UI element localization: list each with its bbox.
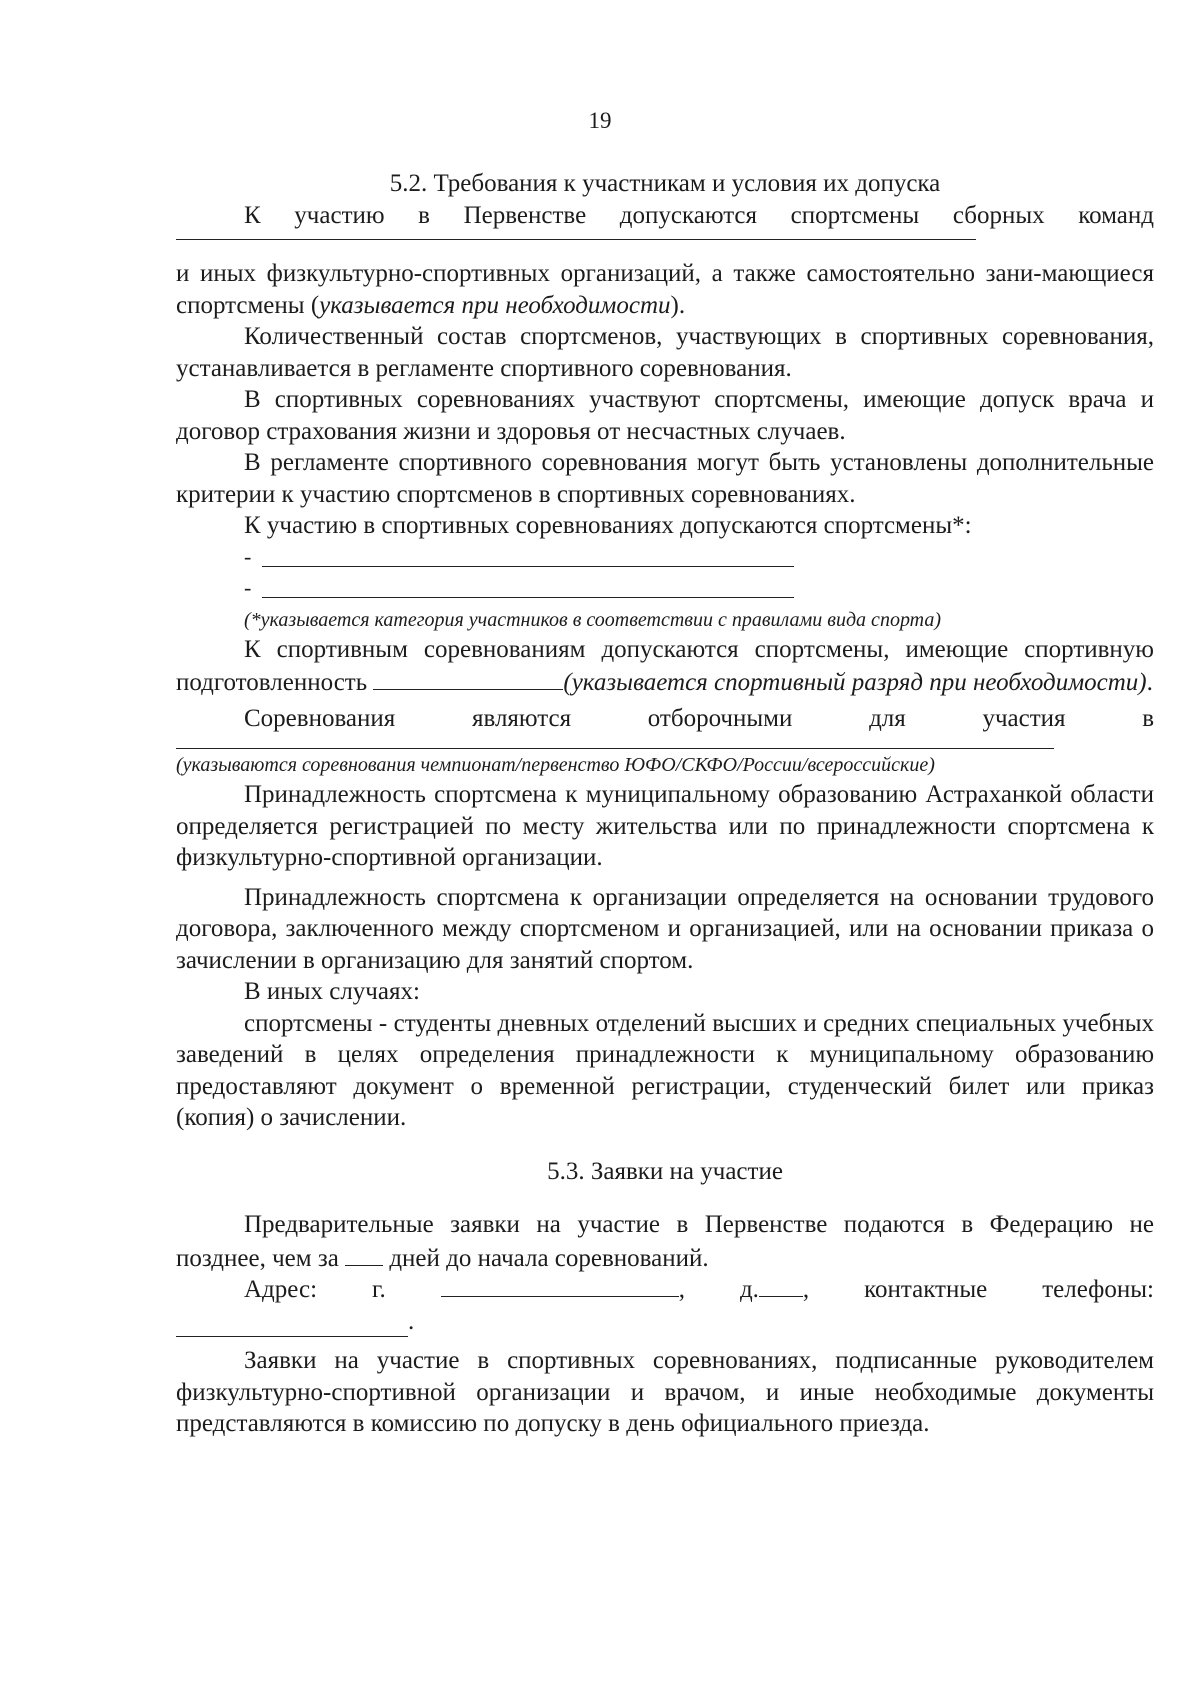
paragraph-organization: Принадлежность спортсмена к организации определяется на основании трудового договора, заключенного между спортсменом и организацией, или на основании приказа о зачислении в организацию для занятий спортом. — [176, 883, 1154, 974]
blank-days — [345, 1241, 383, 1266]
paragraph-applications: Заявки на участие в спортивных соревнованиях, подписанные руководителем физкультурно-спортивной организации и врачом, и иные необходимые документы представляются в комиссию по допуску в день официального приезда. — [176, 1347, 1154, 1437]
paragraph-municipal: Принадлежность спортсмена к муниципальному образованию Астраханкой области определяется регистрацией по месту жительства или по принадлежности спортсмена к физкультурно-спортивной организации. — [176, 781, 1154, 871]
paragraph-admission-teams: К участию в Первенстве допускаются спортсмены сборных команд — [244, 201, 1154, 229]
phones-row — [176, 1306, 1154, 1338]
phones-end: . — [408, 1307, 415, 1335]
word-3: отборочными — [647, 704, 793, 732]
note-competition: (указываются соревнования чемпионат/первенство ЮФО/СКФО/России/всероссийские) — [176, 754, 935, 776]
word-4: для — [869, 704, 906, 732]
blank-rank — [373, 665, 563, 690]
note-category: (*указывается категория участников в соответствии с правилами вида спорта) — [244, 608, 942, 631]
dash-1: - — [244, 544, 252, 569]
address-comma: , — [678, 1276, 685, 1303]
text-days: дней до начала соревнований. — [389, 1244, 709, 1272]
paragraph-students: спортсмены - студенты дневных отделений высших и средних специальных учебных заведений в целях определения принадлежности к муниципальному образованию предоставляют документ о временной регистрации, студенческий билет или приказ (копия) о зачислении. — [176, 1009, 1154, 1131]
section-5-3-title: 5.3. Заявки на участие — [547, 1157, 783, 1185]
text-close: ). — [670, 291, 686, 319]
blank-line-1 — [262, 565, 794, 567]
paragraph-extra-criteria: В регламенте спортивного соревнования могут быть установлены дополнительные критерии к участию спортсменов в спортивных соревнованиях. — [176, 449, 1154, 508]
address-phones: телефоны: — [1042, 1276, 1154, 1303]
address-city — [441, 1272, 685, 1306]
paragraph-sport-preparedness — [176, 634, 1154, 699]
word-6: в — [1142, 704, 1154, 732]
category-blank-1 — [176, 542, 1154, 573]
blank-line-2 — [262, 596, 794, 598]
blank-phones — [176, 1312, 408, 1337]
blank-competition — [176, 748, 1054, 749]
address-comma-2: , — [802, 1276, 810, 1303]
text-preliminary: Предварительные заявки на участие в Первенстве подаются в Федерацию не позднее, чем за — [176, 1211, 1154, 1272]
address-row — [176, 1274, 1154, 1306]
text-rank-note: (указывается спортивный разряд при необходимости) — [563, 669, 1147, 696]
document-body — [176, 168, 1154, 1440]
address-house-label: д. — [739, 1276, 759, 1303]
paragraph-quantity: Количественный состав спортсменов, участвующих в спортивных соревнования, устанавливается в регламенте спортивного соревнования. — [176, 323, 1154, 382]
address-house — [740, 1272, 809, 1306]
address-city-label: г. — [372, 1276, 386, 1303]
word-5: участия — [982, 704, 1066, 732]
category-blank-2 — [176, 573, 1154, 604]
address-contacts: контактные — [864, 1276, 988, 1303]
paragraph-qualifying — [176, 703, 1154, 735]
paragraph-preliminary — [176, 1209, 1154, 1274]
text-period: . — [1146, 669, 1153, 696]
paragraph-categories: К участию в спортивных соревнованиях допускаются спортсмены*: — [244, 512, 972, 539]
paragraph-doctor-insurance: В спортивных соревнованиях участвуют спортсмены, имеющие допуск врача и договор страхования жизни и здоровья от несчастных случаев. — [176, 386, 1154, 445]
text-preparedness: К спортивным соревнованиям допускаются спортсмены, имеющие спортивную подготовленность — [176, 635, 1154, 696]
section-5-2-title: 5.2. Требования к участникам и условия их допуска — [389, 170, 941, 197]
paragraph-other-cases: В иных случаях: — [244, 978, 420, 1005]
blank-house — [759, 1272, 803, 1297]
paragraph-admission-orgs — [176, 258, 1154, 321]
text-orgs: и иных физкультурно-спортивных организаций, а также самостоятельно зани-мающиеся спортсмены ( — [176, 260, 1154, 319]
address-label: Адрес: — [244, 1276, 318, 1303]
blank-team-names — [176, 239, 976, 240]
word-2: являются — [471, 704, 572, 732]
dash-2: - — [244, 575, 252, 600]
word-1: Соревнования — [244, 704, 396, 732]
page-number: 19 — [588, 108, 612, 133]
blank-city — [441, 1272, 679, 1297]
text-if-needed: указывается при необходимости — [319, 291, 671, 319]
